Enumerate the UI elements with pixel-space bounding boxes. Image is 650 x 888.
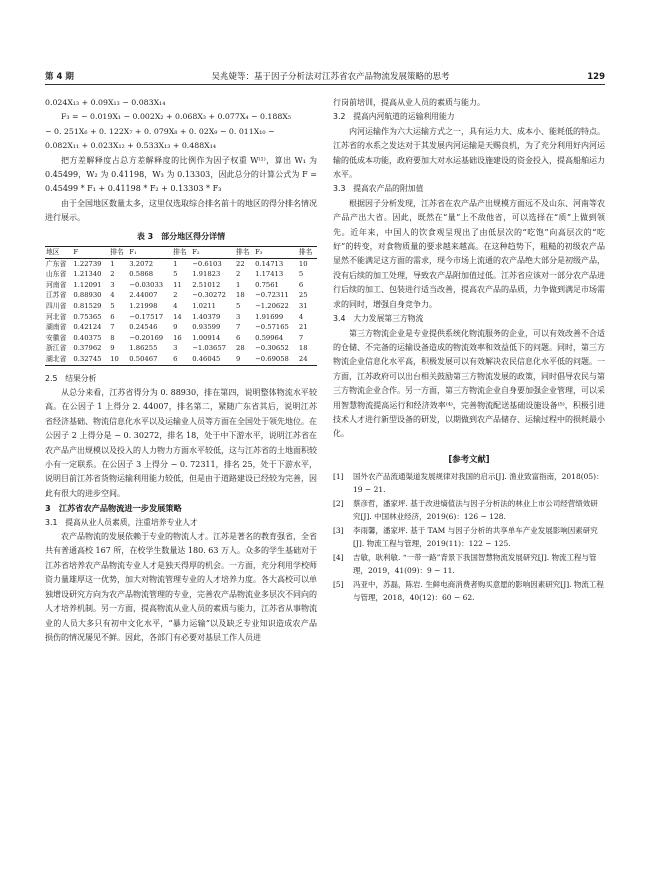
table-cell: 3 [236, 312, 241, 321]
table-cell: 5 [173, 270, 178, 279]
table-cell: 8 [110, 333, 115, 342]
reference-number: [5] [333, 580, 344, 590]
table-header-cell: 排名 [173, 248, 187, 257]
table-cell: 7 [236, 323, 241, 332]
table-cell: 1 [173, 259, 178, 268]
table-row [45, 343, 317, 354]
table-cell: 1.40379 [192, 312, 221, 321]
table-cell: 3.2072 [129, 259, 154, 268]
table-cell: −0.72311 [255, 291, 289, 300]
table-header-cell: 排名 [298, 248, 313, 257]
equation-continuation: 0.024X₁₃ + 0.09X₁₃ − 0.083X₁₄ [45, 98, 166, 107]
table-cell: 5 [110, 302, 115, 311]
table-cell: 9 [236, 355, 241, 363]
table-row [45, 280, 317, 291]
paragraph-2-5: 从总分来看，江苏省得分为 0. 88930，排在第四，说明整体物流水平较高。在公因子 1 上得分 2. 44007，排名第二，紧随广东省其后，说明江苏省经济基础、物流信息化水平以及运输业人员等方面在全国处于领先地位。在公因子 2 上得分是 − 0. 30272，排名 18，处于中下游水平，说明江苏省在农产品产出规模以及投入的人力物力方面水平较低，这与江苏省的土地面积较小有一定联系。在公因子 3 上得分 − 0. 72311，排名 25，处于下游水平，说明目前江苏省货物运输利用能力较低，但是由于道路建设已经较为完善，因此有很大的进步空间。 [45, 388, 317, 498]
table-cell: −0.69058 [255, 355, 289, 363]
running-title: 吴兆婕等：基于因子分析法对江苏省农产品物流发展策略的思考 [211, 72, 450, 82]
table-header-cell: 排名 [110, 248, 124, 257]
score-table [45, 246, 317, 366]
paragraph-3-3: 根据因子分析发现，江苏省在农产品产出规模方面远不及山东、河南等农产品产出大省。因此，既然在“量”上不敌他省，可以选择在“质”上做到领先。近年来，中国人的饮食观呈现出了由低层次的“吃饱”向高层次的“吃好”的转变，对食物质量的要求越来越高。在这种趋势下，粗糙的初级农产品显然不能满足这方面的需求，现今市场上流通的农产品绝大部分是初级产品，没有后续的加工处理，导致农产品附加值过低。江苏省应该对一部分农产品进行后续的加工、包装进行适当改善，提高农产品的品质，力争做到满足市场需求的同时，增强自身竞争力。 [333, 198, 605, 309]
table-cell: 22 [236, 259, 245, 268]
table-header-cell: F₁ [129, 248, 137, 257]
table-row [45, 258, 317, 269]
table-cell: −1.20622 [255, 302, 289, 311]
table-cell: 1.00914 [192, 333, 221, 342]
table-cell: 2 [236, 270, 241, 279]
table-cell: −0.30652 [255, 344, 289, 353]
table-cell: 11 [173, 280, 182, 289]
table-cell: 5 [298, 270, 304, 279]
table-cell: 河北省 [46, 312, 67, 321]
equation-f3-line2: − 0. 251X₆ + 0. 122X₇ + 0. 079X₈ + 0. 02X₉ − 0. 011X₁₀ − [45, 126, 275, 136]
table-cell: 0.59964 [255, 333, 284, 342]
table-cell: 24 [298, 355, 308, 363]
paragraph-3-2: 内河运输作为六大运输方式之一，具有运力大、成本小、能耗低的特点。江苏省的水系之发达对于其发展内河运输是天赐良机，为了充分利用好内河运输的低成本功能，政府要加大对水运基础设施建设的资金投入，提高船舶运力水平。 [333, 126, 605, 180]
table-cell: 6 [110, 312, 115, 321]
table-header-cell: F₃ [255, 248, 263, 257]
table-cell: 28 [236, 344, 245, 353]
heading-3-2: 3.2 提高内河航道的运输利用能力 [333, 112, 455, 122]
table-cell: 6 [173, 355, 178, 363]
equation-f3-line3: 0.082X₁₁ + 0.023X₁₂ + 0.533X₁₃ + 0.488X₁₄ [45, 141, 216, 151]
table-row [45, 354, 317, 365]
table-cell: 0.24546 [129, 323, 158, 332]
reference-text: 吉敏，耿利敏. “一带一路”背景下我国智慧物流发展研究[J]. 物流工程与管理，2019，41(09)：9 − 11. [353, 553, 597, 576]
reference-item [333, 524, 605, 550]
table-cell: 14 [173, 312, 182, 321]
reference-number: [4] [333, 553, 344, 563]
table-cell: 1.22739 [73, 259, 102, 268]
table-cell: 0.14713 [255, 259, 284, 268]
table-row [45, 312, 317, 323]
table-cell: 1.91823 [192, 270, 221, 279]
issue-number: 第 4 期 [45, 72, 74, 82]
table-cell: 18 [236, 291, 245, 300]
table-cell: 广东省 [46, 259, 67, 268]
paragraph-3-1: 农产品物流的发展依赖于专业的物流人才。江苏是著名的教育强省，全省共有普通高校 167 所，在校学生数量达 180. 63 万人。众多的学生基础对于江苏省培养农产品物流专业人才是独天得厚的机会。一方面，充分利用学校师资力量雄厚这一优势，加大对物流管理专业的人才培养力度。各大高校可以单独增设研究方向为农产品物流管理的专业，完善农产品物流业多层次不同向的人才培养机制。另一方面，提高物流从业人员的素质与能力，江苏省从事物流业的人员大多只有初中文化水平，“暴力运输”以及缺乏专业知识造成农产品损伤的情况屡见不鲜。因此，各部门有必要对基层工作人员进 [45, 532, 317, 642]
reference-item [333, 470, 605, 496]
table-cell: 浙江省 [46, 344, 67, 353]
table-cell: 4 [173, 302, 178, 311]
table-cell: 湖北省 [46, 355, 67, 363]
table-cell: 0.50467 [129, 355, 158, 363]
paragraph-weights: 把方差解释度占总方差解释度的比例作为因子权重 W⁽¹⁾，算出 W₁ 为 0.45499，W₂ 为 0.41198，W₃ 为 0.13303，因此总分的计算公式为 F = 0.45499 * F₁ + 0.41198 * F₂ + 0.13303 * F₃ [45, 155, 317, 194]
heading-3-4: 3.4 大力发展第三方物流 [333, 314, 424, 324]
table-cell: 9 [173, 323, 178, 332]
heading-2-5: 2.5 结果分析 [45, 373, 97, 383]
table-cell: 0.40375 [73, 333, 102, 342]
table-cell: 21 [298, 323, 308, 332]
table-cell: 0.37962 [73, 344, 102, 353]
table-cell: 0.5868 [129, 270, 154, 279]
table-cell: 0.46045 [192, 355, 221, 363]
table-header-cell: 地区 [46, 248, 60, 257]
table-cell: −0.57165 [255, 323, 289, 332]
reference-item [333, 551, 605, 577]
equation-f3-line1: F₃ = − 0.019X₁ − 0.002X₂ + 0.068X₃ + 0.077X₄ − 0.188X₅ [61, 112, 291, 122]
reference-number: [2] [333, 499, 344, 509]
table-cell: 4 [110, 291, 115, 300]
table-cell: 1.12091 [73, 280, 102, 289]
table-cell: −0.6103 [192, 259, 222, 268]
table-cell: 7 [298, 333, 304, 342]
reference-text: 冯亚中，苏磊，陈岩. 生鲜电商消费者购买意愿的影响因素研究[J]. 物流工程与管理，2018，40(12)：60 − 62. [353, 580, 604, 603]
table-body [45, 258, 317, 365]
table-cell: 16 [173, 333, 182, 342]
table-cell: 1.86255 [129, 344, 158, 353]
table-cell: 0.81529 [73, 302, 102, 311]
table-cell: 0.32745 [73, 355, 102, 363]
table-cell: 1.21998 [129, 302, 158, 311]
table-cell: 山东省 [46, 270, 67, 279]
page-number: 129 [587, 72, 605, 82]
table-cell: 四川省 [46, 302, 67, 311]
table-cell: 0.93599 [192, 323, 221, 332]
table-header-cell: F [73, 248, 79, 257]
table-row [45, 322, 317, 333]
table-cell: 1 [236, 280, 241, 289]
table-cell: 6 [298, 280, 304, 289]
paragraph-table-intro: 由于全国地区数量太多，这里仅选取综合排名前十的地区的得分排名情况进行展示。 [45, 198, 317, 223]
table-header-cell: F₂ [192, 248, 200, 257]
table-cell: −0.30272 [192, 291, 226, 300]
table-cell: 6 [236, 333, 241, 342]
table-cell: 河南省 [46, 280, 67, 289]
table-cell: 10 [298, 259, 308, 268]
table-cell: 2.51012 [192, 280, 221, 289]
table-cell: 10 [110, 355, 119, 363]
table-header-cell: 排名 [236, 248, 250, 257]
reference-number: [3] [333, 526, 344, 536]
table-cell: 2.44007 [129, 291, 158, 300]
table-row [45, 301, 317, 312]
table-cell: 31 [298, 302, 308, 311]
right-column [333, 96, 605, 605]
reference-text: 国外农产品流通渠道发展规律对我国的启示[J]. 渔业致富指南，2018(05)：19 − 21. [353, 472, 604, 495]
references-list [333, 470, 605, 604]
table-cell: 1.21340 [73, 270, 102, 279]
table-cell: 18 [298, 344, 308, 353]
references-heading: [参考文献] [448, 453, 490, 464]
reference-text: 蔡彦哲，潘家坪. 基于改进熵值法与因子分析法的林业上市公司经营绩效研究[J]. 中国林业经济，2019(6)：126 − 128. [353, 499, 598, 522]
table-row [45, 290, 317, 301]
running-header [45, 66, 605, 85]
table-cell: 5 [236, 302, 241, 311]
table-cell: 湖南省 [46, 323, 67, 332]
table-cell: 安徽省 [46, 333, 67, 342]
table-cell: 0.88930 [73, 291, 102, 300]
reference-item [333, 497, 605, 523]
table-cell: 7 [110, 323, 115, 332]
table-cell: 25 [298, 291, 308, 300]
table-cell: 1.91699 [255, 312, 284, 321]
heading-3: 3 江苏省农产品物流进一步发展策略 [45, 503, 182, 514]
table-cell: 0.42124 [73, 323, 102, 332]
table-cell: 3 [173, 344, 178, 353]
reference-item [333, 578, 605, 604]
table-cell: 4 [298, 312, 304, 321]
table-cell: 1 [110, 259, 115, 268]
table-cell: 0.75365 [73, 312, 102, 321]
left-column [45, 96, 317, 645]
table-cell: 1.0211 [192, 302, 216, 311]
table-cell: −0.20169 [129, 333, 164, 342]
table-cell: 2 [173, 291, 178, 300]
heading-3-1: 3.1 提高从业人员素质，注重培养专业人才 [45, 517, 198, 527]
table-cell: 3 [110, 280, 115, 289]
reference-text: 李雨馨，潘家坪. 基于 TAM 与因子分析的共享单车产业发展影响因素研究[J]. 物流工程与管理，2019(11)：122 − 125. [353, 526, 598, 549]
paragraph-3-4: 第三方物流企业是专业提供系统化物流服务的企业，可以有效改善不合适的仓储、不完备的运输设备造成的物流效率和效益低下的问题。同时，第三方物流企业信息化水平高，积极发展可以有效解决农民信息化水平低的问题。一方面，江苏政府可以出台相关鼓励第三方物流发展的政策，同时倡导农民与第三方物流企业合作。另一方面，第三方物流企业自身要加强企业管理，可以采用智慧物流提高运行和经济效率⁽⁴⁾，完善物流配送基础设施设备⁽⁵⁾，积极引进技术人才进行新型设备的研发，以期做到农产品储存、运输过程中的损耗最小化。 [333, 328, 605, 439]
table-cell: 9 [110, 344, 115, 353]
table-row [45, 269, 317, 280]
paragraph-continuation: 行岗前培训，提高从业人员的素质与能力。 [333, 98, 485, 107]
table-cell: −1.03657 [192, 344, 226, 353]
table-caption: 表 3 部分地区得分详情 [136, 231, 226, 241]
table-cell: 2 [110, 270, 115, 279]
table-row [45, 333, 317, 344]
reference-number: [1] [333, 472, 344, 482]
table-cell: −0.17517 [129, 312, 164, 321]
table-cell: −0.03033 [129, 280, 164, 289]
table-cell: 江苏省 [46, 291, 67, 300]
table-cell: 0.7561 [255, 280, 279, 289]
heading-3-3: 3.3 提高农产品的附加值 [333, 184, 424, 194]
table-header-row [45, 247, 317, 259]
table-cell: 1.17413 [255, 270, 284, 279]
